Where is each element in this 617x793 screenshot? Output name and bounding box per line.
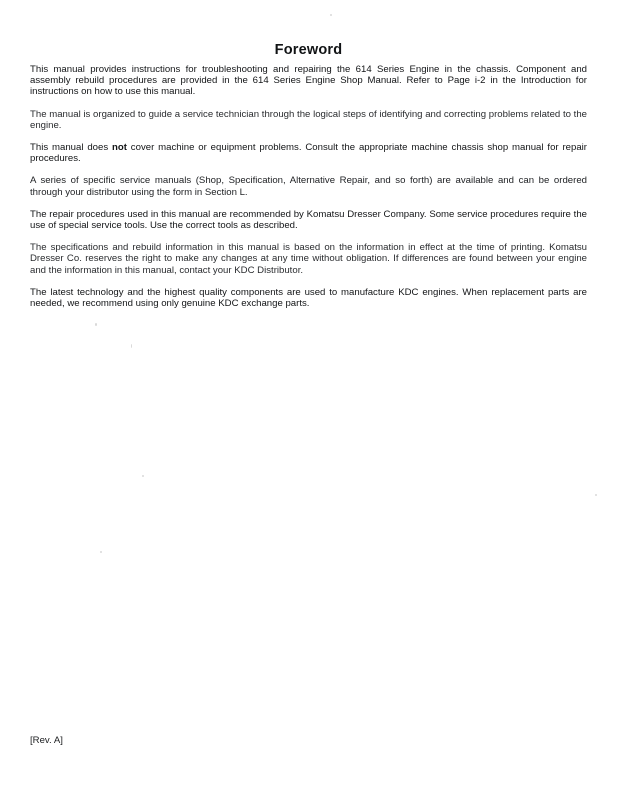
paragraph-specifications: The specifications and rebuild information in this manual is based on the information in effect at the time of printing. Komatsu Dresser Co. reserves the right to make any changes at any time without obligation. If differences are found between your engine and the information in this manual, contact your KDC Distributor. <box>30 242 587 276</box>
scan-speckle <box>95 323 97 326</box>
paragraph-scope-emphasis: not <box>112 142 127 154</box>
paragraph-scope-tail: cover machine or equipment problems. Consult the appropriate machine chassis shop manual for repair procedures. <box>30 142 587 165</box>
paragraph-scope <box>30 142 587 164</box>
scan-speckle <box>131 344 132 348</box>
paragraph-repair-procedures: The repair procedures used in this manual are recommended by Komatsu Dresser Company. Some service procedures require the use of special service tools. Use the correct tools as described. <box>30 208 587 232</box>
scan-speckle <box>595 494 597 496</box>
page-title: Foreword <box>274 42 343 58</box>
paragraph-intro: This manual provides instructions for troubleshooting and repairing the 614 Series Engine in the chassis. Component and assembly rebuild procedures are provided in the 614 Series Engine Shop Manual. Refer to Page i-2 in the Introduction for instructions on how to use this manual. <box>30 64 587 98</box>
scan-speckle <box>100 551 102 553</box>
revision-footer: [Rev. A] <box>30 735 63 746</box>
scan-speckle <box>142 475 144 477</box>
paragraph-organization: The manual is organized to guide a service technician through the logical steps of identifying and correcting problems related to the engine. <box>30 108 587 131</box>
document-body <box>30 64 587 309</box>
paragraph-technology: The latest technology and the highest quality components are used to manufacture KDC engines. When replacement parts are needed, we recommend using only genuine KDC exchange parts. <box>30 286 587 310</box>
scan-speckle <box>330 14 332 16</box>
paragraph-service-manuals: A series of specific service manuals (Shop, Specification, Alternative Repair, and so forth) are available and can be ordered through your distributor using the form in Section L. <box>30 175 587 198</box>
paragraph-scope-lead: This manual does <box>30 142 113 154</box>
